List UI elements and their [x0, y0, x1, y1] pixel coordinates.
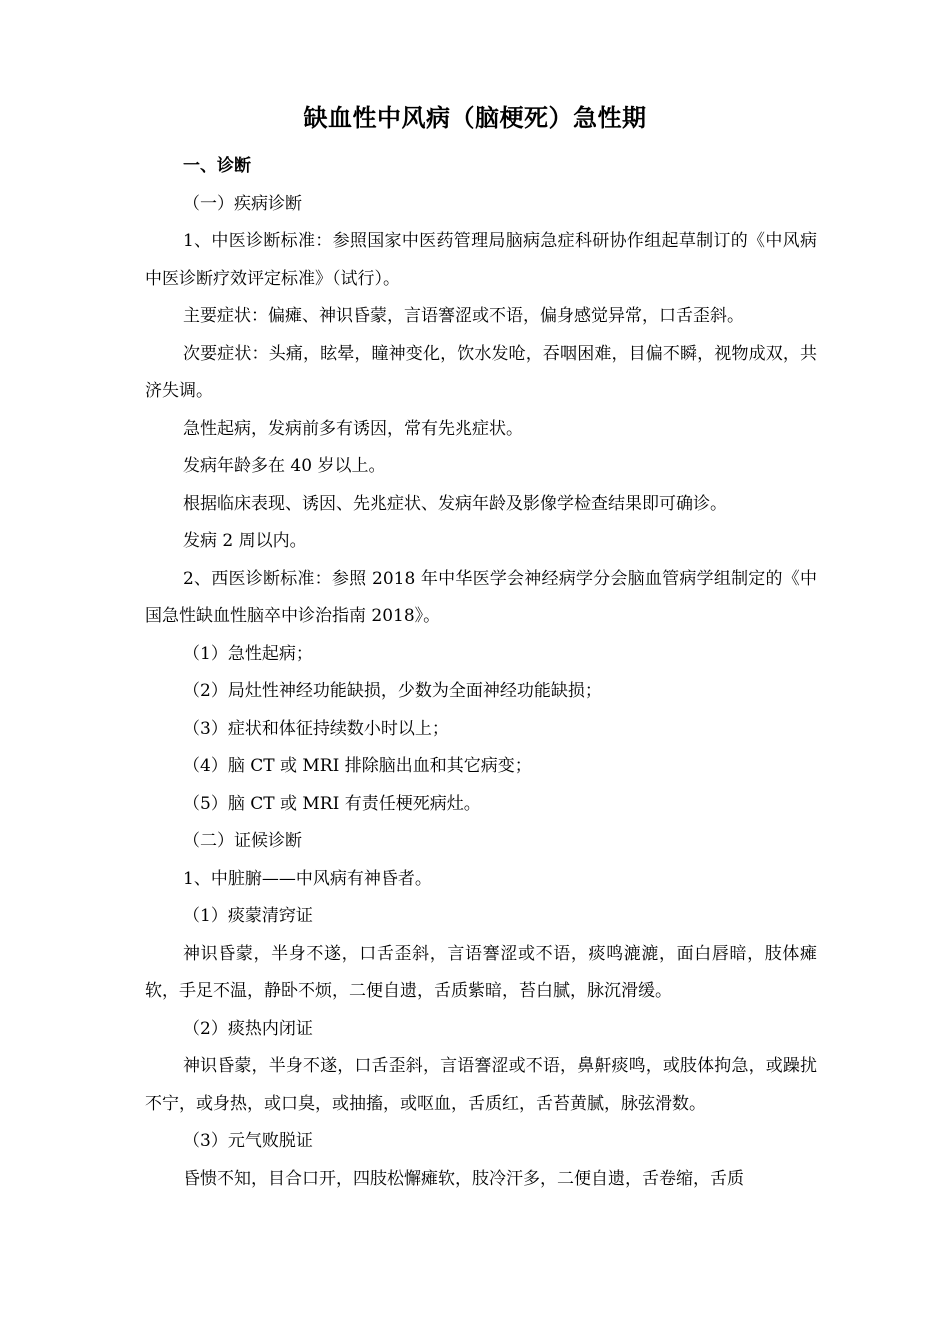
paragraph-acute-onset: 急性起病，发病前多有诱因，常有先兆症状。: [183, 418, 523, 439]
list-item-criterion-3: （3）症状和体征持续数小时以上；: [183, 718, 449, 739]
subsection-heading-syndrome-diagnosis: （二）证候诊断: [183, 831, 302, 851]
syndrome-description-3: 昏愦不知，目合口开，四肢松懈瘫软，肢冷汗多，二便自遗，舌卷缩，舌质: [183, 1168, 744, 1189]
list-item-criterion-2: （2）局灶性神经功能缺损，少数为全面神经功能缺损；: [183, 681, 602, 701]
syndrome-heading-3: （3）元气败脱证: [183, 1131, 313, 1151]
syndrome-heading-2: （2）痰热内闭证: [183, 1018, 313, 1039]
list-item-criterion-1: （1）急性起病；: [183, 643, 313, 664]
syndrome-heading-1: （1）痰蒙清窍证: [183, 906, 313, 926]
syndrome-description-2: 神识昏蒙，半身不遂，口舌歪斜，言语謇涩或不语，鼻鼾痰鸣，或肢体拘急，或躁扰不宁，或身热，或口臭，或抽搐，或呕血，舌质红，舌苔黄腻，脉弦滑数。: [145, 1056, 817, 1114]
section-heading-diagnosis: 一、诊断: [183, 156, 251, 176]
list-item-criterion-5: （5）脑 CT 或 MRI 有责任梗死病灶。: [183, 793, 481, 814]
paragraph-main-symptoms: 主要症状：偏瘫、神识昏蒙，言语謇涩或不语，偏身感觉异常，口舌歪斜。: [183, 306, 744, 326]
list-item-criterion-4: （4）脑 CT 或 MRI 排除脑出血和其它病变；: [183, 756, 532, 776]
syndrome-description-1: 神识昏蒙，半身不遂，口舌歪斜，言语謇涩或不语，痰鸣漉漉，面白唇暗，肢体瘫软，手足不温，静卧不烦，二便自遗，舌质紫暗，苔白腻，脉沉滑缓。: [145, 943, 817, 1001]
paragraph-onset-age: 发病年龄多在 40 岁以上。: [183, 456, 386, 476]
subsection-heading-disease-diagnosis: （一）疾病诊断: [183, 193, 302, 214]
document-title: 缺血性中风病（脑梗死）急性期: [303, 104, 647, 132]
paragraph-zhongzangfu: 1、中脏腑——中风病有神昏者。: [183, 868, 432, 889]
paragraph-secondary-symptoms: 次要症状：头痛，眩晕，瞳神变化，饮水发呛，吞咽困难，目偏不瞬，视物成双，共济失调。: [145, 343, 817, 401]
paragraph-western-criteria: 2、西医诊断标准：参照 2018 年中华医学会神经病学分会脑血管病学组制定的《中国急性缺血性脑卒中诊治指南 2018》。: [145, 568, 817, 626]
paragraph-confirmation: 根据临床表现、诱因、先兆症状、发病年龄及影像学检查结果即可确诊。: [183, 493, 727, 514]
paragraph-tcm-criteria: 1、中医诊断标准：参照国家中医药管理局脑病急症科研协作组起草制订的《中风病中医诊断疗效评定标准》（试行）。: [145, 231, 817, 289]
document-body: [145, 148, 817, 1198]
paragraph-onset-window: 发病 2 周以内。: [183, 531, 307, 551]
